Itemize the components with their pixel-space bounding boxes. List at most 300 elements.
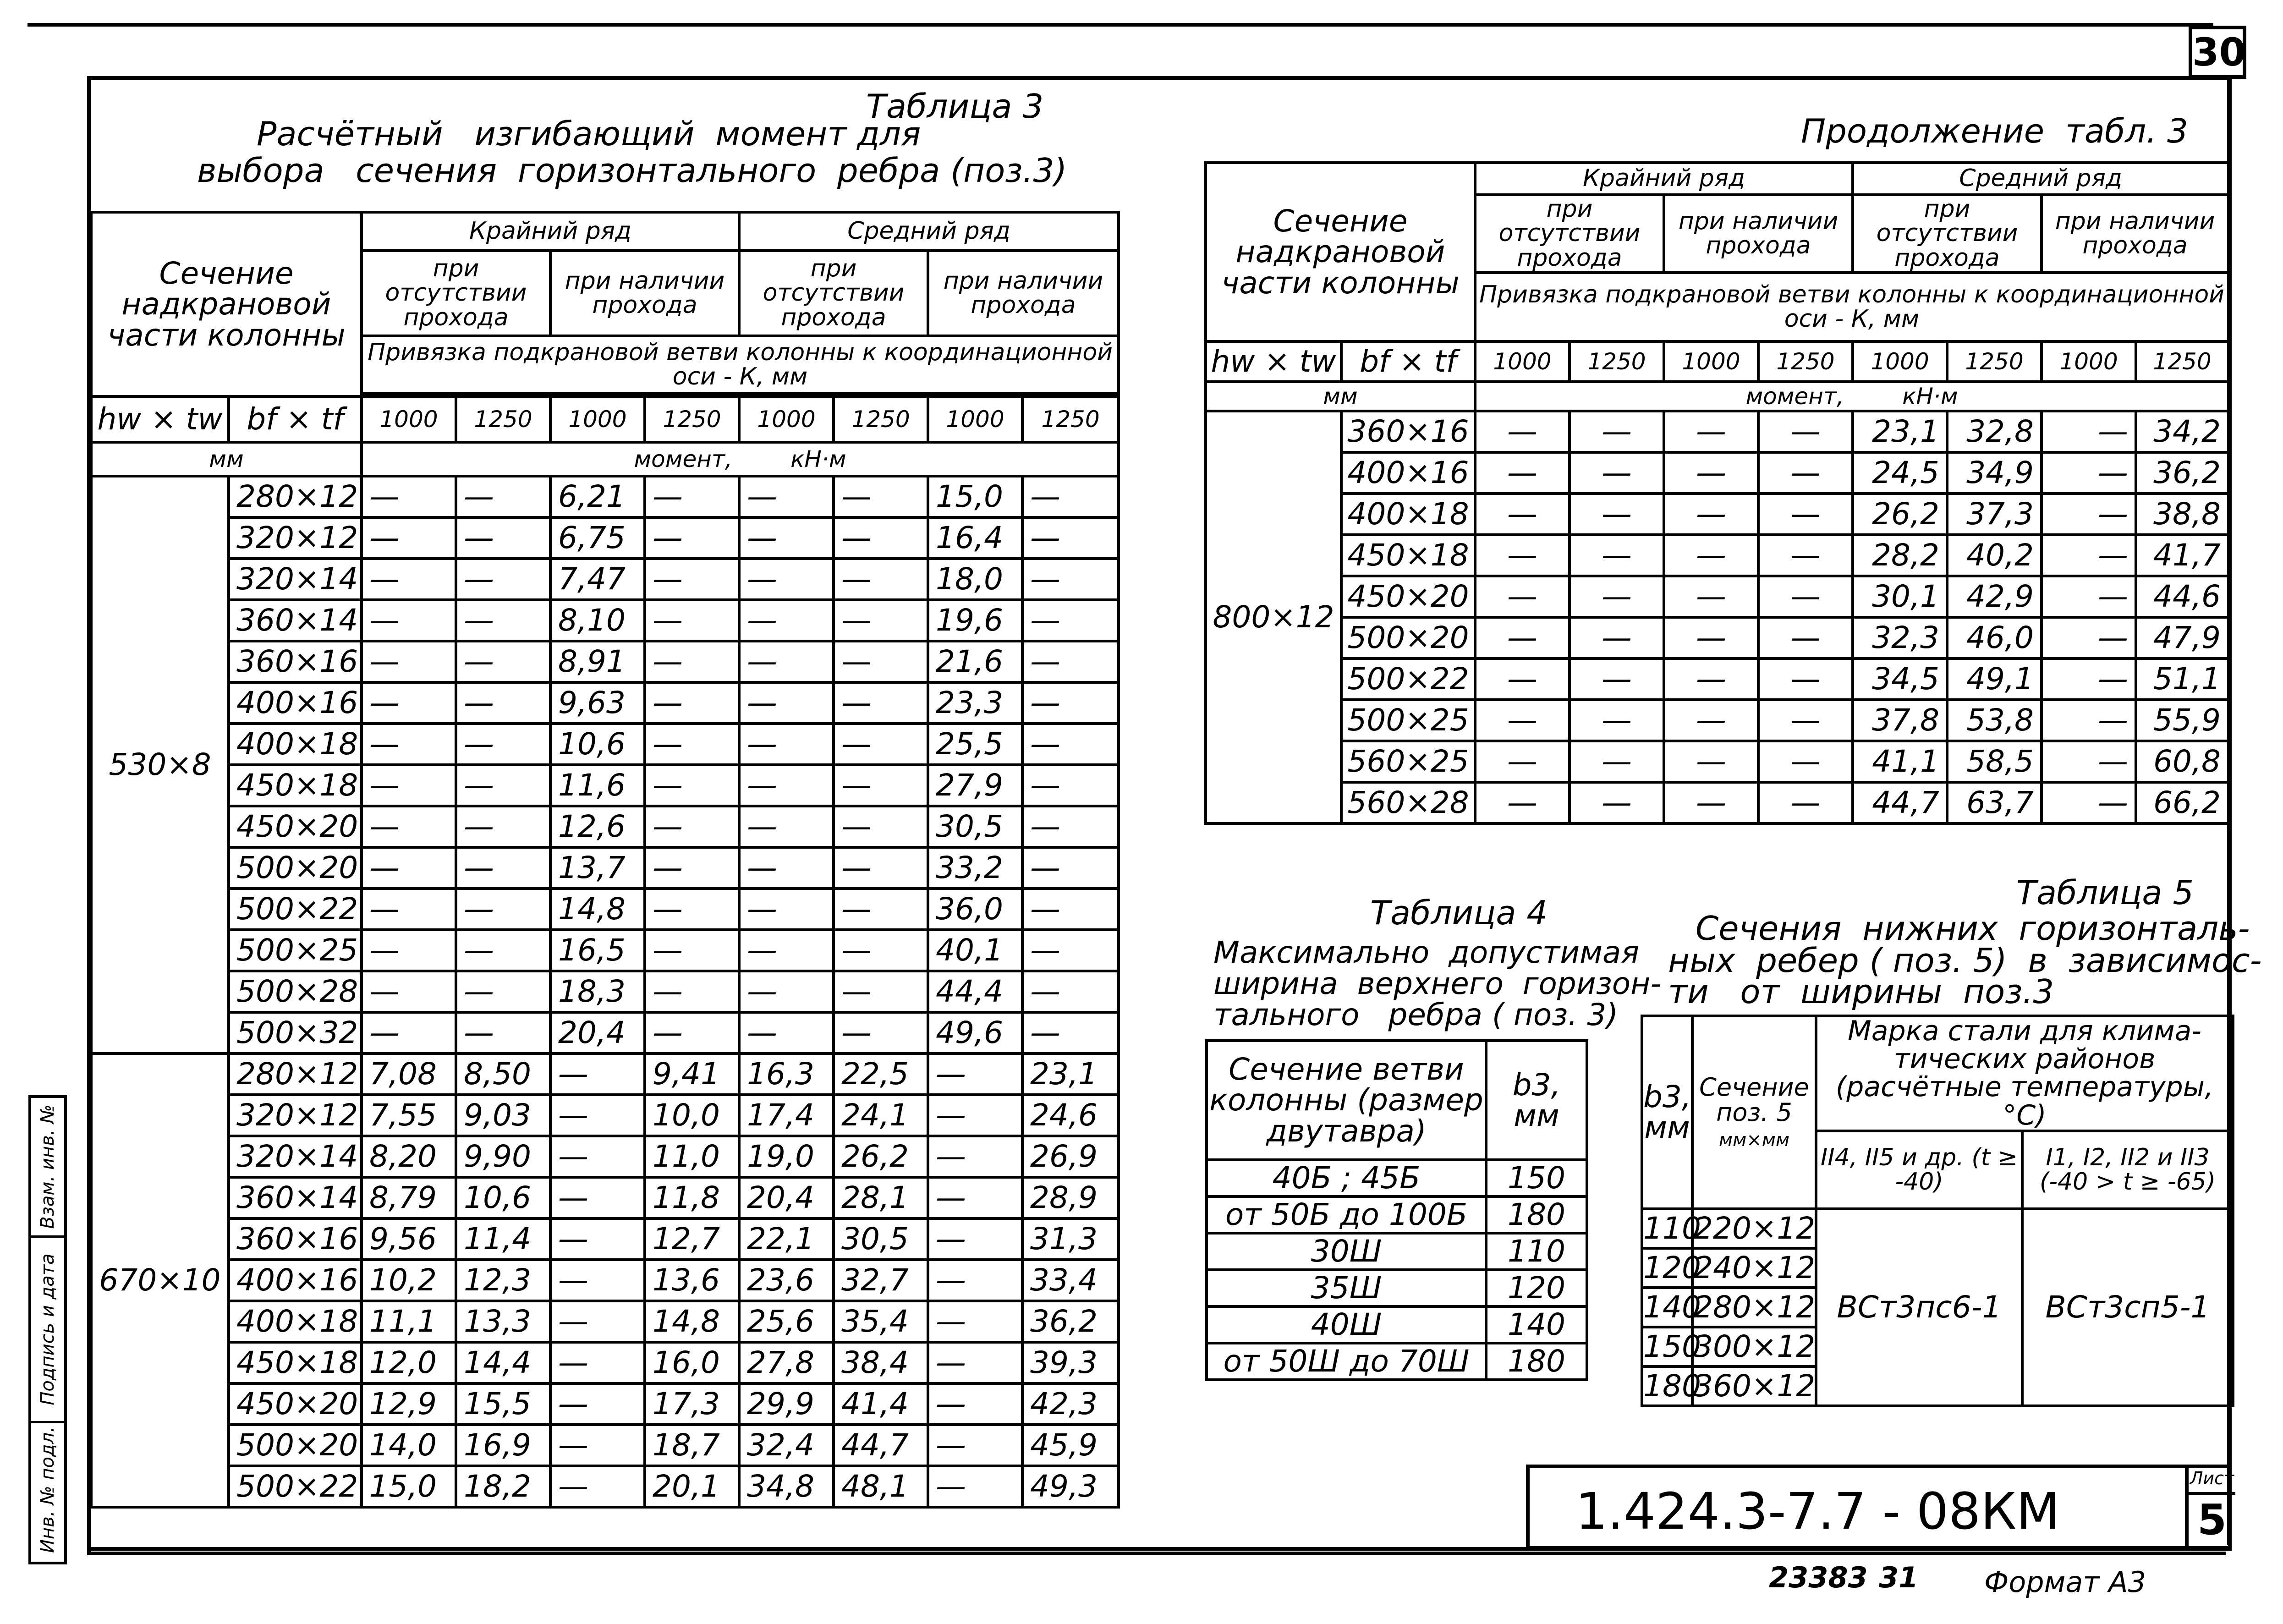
table3-cell: — [550,1177,645,1218]
table3-cell: 33,2 [928,847,1022,889]
table3-cell: — [739,930,834,971]
table3c-cell: — [2042,617,2136,658]
side-replace-cell [31,1098,64,1238]
table3c-cell: — [1758,782,1853,823]
table3-cell: — [645,889,739,930]
stamp-box [1526,1465,2232,1550]
table3-cell: 24,6 [1022,1095,1119,1136]
table3-cell: 31,3 [1022,1218,1119,1260]
table-row [1206,411,2228,452]
table3c-cell: — [1758,576,1853,617]
table3-cell: 450×18 [229,1342,362,1383]
table3-cell: — [834,806,928,847]
table3-cell: 8,79 [362,1177,456,1218]
table3-cell: 7,55 [362,1095,456,1136]
table3-cell: — [645,724,739,765]
table3-cell: — [550,1053,645,1095]
table3c-hdr-binding-value: 1000 [1664,341,1758,382]
table3-hdr-outer: Крайний ряд [362,212,739,251]
table3-cell: — [739,1012,834,1053]
table3c-cell: 400×18 [1341,494,1475,535]
table3-cell: — [550,1342,645,1383]
table3-cell: — [928,1425,1022,1466]
table3-cell: — [1022,889,1119,930]
table3-cell: 10,6 [456,1177,550,1218]
table3-cell: — [550,1095,645,1136]
table3-cell: 500×20 [229,847,362,889]
table3-cell: 44,4 [928,971,1022,1012]
table5-hdr-col1: II4, II5 и др. (t ≥ -40) [1816,1131,2022,1209]
table3-cell: 8,50 [456,1053,550,1095]
table3-cell: 15,0 [928,476,1022,517]
table3-cell: — [834,847,928,889]
table5-title-line3: ти от ширины поз.3 [1668,972,2054,1011]
table3-cell: 500×32 [229,1012,362,1053]
table3c-cell: — [2042,741,2136,782]
table5-section: 360×12 [1692,1366,1816,1406]
table3-cell: 280×12 [229,476,362,517]
table5-section: 240×12 [1692,1248,1816,1288]
table4-title-line2: ширина верхнего горизон- [1213,966,1662,1001]
table5-hdr-section-unit: мм×мм [1718,1129,1790,1151]
table3-cell: 19,6 [928,600,1022,641]
table-row [91,889,1119,930]
table3-cell: 26,2 [834,1136,928,1177]
table3c-cell: 23,1 [1853,411,1947,452]
table3-cell: 27,8 [739,1342,834,1383]
table3-cell: 33,4 [1022,1260,1119,1301]
table3-cell: 36,2 [1022,1301,1119,1342]
table-row [1206,576,2228,617]
table3-cell: 11,1 [362,1301,456,1342]
table3-cell: — [456,682,550,724]
table3c-cell: — [2042,494,2136,535]
table3-cell: — [1022,1012,1119,1053]
table3-cell: 11,8 [645,1177,739,1218]
table3c-cell: 34,9 [1947,452,2042,494]
table3-continued [1204,161,2230,825]
table3-cell: — [739,889,834,930]
table3c-cell: — [1758,535,1853,576]
table5-title-line1: Сечения нижних горизонталь- [1696,909,2250,948]
table3c-cell: — [1664,452,1758,494]
table3c-cell: — [1758,494,1853,535]
table3-cell: 25,6 [739,1301,834,1342]
table3c-unit-mm: мм [1206,382,1475,411]
table-row [91,930,1119,971]
table3c-cell: 46,0 [1947,617,2042,658]
table3-cell: 23,6 [739,1260,834,1301]
table-row [91,1012,1119,1053]
table3-cell: 41,4 [834,1383,928,1425]
table3-cell: 8,20 [362,1136,456,1177]
table3c-cell: 37,3 [1947,494,2042,535]
stamp-sheet-cell [2185,1465,2235,1550]
table5-hdr-steel: Марка стали для клима- тических районов (расчётные температуры, °С) [1816,1016,2233,1131]
table4-section: 35Ш [1207,1270,1486,1306]
table3-cell: 16,3 [739,1053,834,1095]
table-row [91,559,1119,600]
table5-section: 300×12 [1692,1327,1816,1366]
table3-cell: — [834,930,928,971]
table3-section-1: 670×10 [91,1053,229,1507]
table3-cell: 450×20 [229,806,362,847]
table3-cell: 32,4 [739,1425,834,1466]
table3c-cell: 34,5 [1853,658,1947,700]
table4-label: Таблица 4 [1370,894,1548,932]
table3-cell: 26,9 [1022,1136,1119,1177]
table3c-hdr-binding-value: 1000 [1475,341,1570,382]
table-row [91,1301,1119,1342]
table3c-hdr-outer-pass: при наличии прохода [1664,195,1853,273]
table3c-hdr-middle-nopass: при отсутствии прохода [1853,195,2042,273]
table-row [1206,782,2228,823]
table3-cell: — [739,682,834,724]
table3c-cell: — [1664,700,1758,741]
table3-cell: — [739,517,834,559]
table-row [1206,617,2228,658]
table3-cell: 17,3 [645,1383,739,1425]
side-replace: Взам. инв. № [37,1104,58,1229]
table3c-hdr-outer-nopass: при отсутствии прохода [1475,195,1664,273]
table3c-cell: 450×18 [1341,535,1475,576]
table3c-cell: 560×28 [1341,782,1475,823]
table3-cell: — [928,1301,1022,1342]
table3c-cell: — [1664,535,1758,576]
table-row [91,1342,1119,1383]
table3-cell: — [928,1136,1022,1177]
table3-cell: 400×18 [229,1301,362,1342]
table3-cell: — [834,600,928,641]
table3-hdr-binding-value: 1000 [550,396,645,442]
table3c-cell: — [1664,741,1758,782]
table3-cell: — [1022,641,1119,682]
table5 [1641,1015,2234,1407]
table3-cell: — [362,889,456,930]
table3-cell: — [739,559,834,600]
table3c-cell: 47,9 [2136,617,2228,658]
table3-cell: 45,9 [1022,1425,1119,1466]
table3-cell: — [362,930,456,971]
table3-cell: — [834,765,928,806]
table3-cell: 14,4 [456,1342,550,1383]
table3-cell: — [834,476,928,517]
table3-cell: — [645,971,739,1012]
table3-cell: 16,9 [456,1425,550,1466]
table4-hdr-section: Сечение ветви колонны (размер двутавра) [1207,1041,1486,1160]
table3c-cell: — [1475,741,1570,782]
table3-cell: — [362,971,456,1012]
table3c-cell: — [1570,782,1664,823]
table5-hdr-section [1692,1016,1816,1209]
table3-cell: — [645,600,739,641]
table-row [91,847,1119,889]
table3-hdr-hw: hw × tw [91,396,229,442]
table3c-cell: 42,9 [1947,576,2042,617]
table4-title-line3: тального ребра ( поз. 3) [1213,997,1619,1032]
table3c-hdr-binding-value: 1250 [1947,341,2042,382]
table3-unit-moment-word: момент, [634,446,732,472]
table3-cell: 360×14 [229,1177,362,1218]
table3-unit-mm: мм [91,442,362,476]
table3-hdr-middle-nopass: при отсутствии прохода [739,251,928,336]
table3-section-0: 530×8 [91,476,229,1053]
table3-cell: — [1022,682,1119,724]
table3-cell: — [456,559,550,600]
table-row [91,1095,1119,1136]
table3-cell: — [834,724,928,765]
table3c-cell: 450×20 [1341,576,1475,617]
table3c-cell: 500×25 [1341,700,1475,741]
table3c-hdr-binding-value: 1250 [2136,341,2228,382]
table3c-cell: — [2042,576,2136,617]
table3-cell: 360×14 [229,600,362,641]
table5-section: 220×12 [1692,1209,1816,1248]
table3-cell: 400×16 [229,1260,362,1301]
table4-section: 40Б ; 45Б [1207,1160,1486,1196]
sheet-number-box [2189,26,2246,79]
table3-cell: 9,03 [456,1095,550,1136]
table3-hdr-binding: Привязка подкрановой ветви колонны к координационной оси - К, мм [362,336,1119,394]
table-row [91,600,1119,641]
table3-cell: — [739,641,834,682]
table3-cell: — [645,476,739,517]
side-inv: Инв. № подл. [37,1426,58,1553]
table3-cell: 34,8 [739,1466,834,1507]
table-row [91,1425,1119,1466]
table3c-cell: 53,8 [1947,700,2042,741]
table3c-cell: — [1664,658,1758,700]
table3c-cell: — [1475,411,1570,452]
table3-cell: 9,63 [550,682,645,724]
table3-cell: — [1022,847,1119,889]
table3-cell: 30,5 [834,1218,928,1260]
table3-cell: 30,5 [928,806,1022,847]
table3c-cell: 500×20 [1341,617,1475,658]
footer-number2: 31 [1879,1561,1919,1594]
table3-cell: 24,1 [834,1095,928,1136]
table3c-cell: 28,2 [1853,535,1947,576]
table3-cell: — [928,1177,1022,1218]
table3-cell: 7,47 [550,559,645,600]
table3-cell: 10,2 [362,1260,456,1301]
table3-cell: — [456,641,550,682]
table3-cell: 20,4 [550,1012,645,1053]
table3c-hdr-hw: hw × tw [1206,341,1341,382]
stamp-code: 1.424.3-7.7 - 08КМ [1575,1482,2060,1541]
table3-cell: — [1022,517,1119,559]
table3-cell: 23,1 [1022,1053,1119,1095]
table3-cell: — [362,559,456,600]
table3c-cell: — [1570,452,1664,494]
table5-steel1: ВСт3пс6-1 [1816,1209,2022,1406]
table3c-cell: 32,8 [1947,411,2042,452]
table-row [1642,1209,2233,1248]
table3c-cell: — [1475,617,1570,658]
table3-cell: 36,0 [928,889,1022,930]
table3-cell: — [645,1012,739,1053]
table3-cell: 320×14 [229,1136,362,1177]
table3c-cell: — [2042,782,2136,823]
table3c-cell: — [1475,535,1570,576]
table3c-cell: — [1475,452,1570,494]
table3-cell: — [739,476,834,517]
table3c-section: 800×12 [1206,411,1341,823]
table3-cell: 14,8 [645,1301,739,1342]
table3-cell: 6,21 [550,476,645,517]
table4-section: 30Ш [1207,1233,1486,1270]
table5-hdr-section-text: Сечение поз. 5 [1699,1072,1809,1127]
table3-cell: 48,1 [834,1466,928,1507]
table3-cell: — [645,682,739,724]
table3c-unit-moment-word: момент, [1745,383,1844,410]
table3-cell: 44,7 [834,1425,928,1466]
table3-cell: 21,6 [928,641,1022,682]
table3-hdr-outer-pass: при наличии прохода [550,251,739,336]
table3-cell: — [456,889,550,930]
table-row [1206,658,2228,700]
table3-cell: 16,5 [550,930,645,971]
table-row [91,682,1119,724]
table-row [1207,1343,1587,1380]
table3c-cell: — [1758,700,1853,741]
table3-cell: — [456,600,550,641]
table3-cell: 20,1 [645,1466,739,1507]
table3-cell: 450×20 [229,1383,362,1425]
table3-cell: 22,5 [834,1053,928,1095]
table-row [91,1466,1119,1507]
table4-b3: 180 [1486,1343,1587,1380]
table3c-cell: 26,2 [1853,494,1947,535]
table3c-cell: 34,2 [2136,411,2228,452]
table3c-cell: 63,7 [1947,782,2042,823]
table3-cell: — [739,847,834,889]
table3-cell: 13,3 [456,1301,550,1342]
table3-cell: 280×12 [229,1053,362,1095]
table3-cell: 19,0 [739,1136,834,1177]
table3-cell: — [550,1260,645,1301]
table-row [1207,1306,1587,1343]
table-row [1207,1160,1587,1196]
table4-b3: 150 [1486,1160,1587,1196]
table3-cell: — [1022,806,1119,847]
table3-cell: 12,3 [456,1260,550,1301]
table3-cell: — [1022,476,1119,517]
table3-cell: 320×12 [229,517,362,559]
table3-hdr-binding-value: 1000 [928,396,1022,442]
table3-cell: 18,0 [928,559,1022,600]
table3-cell: 42,3 [1022,1383,1119,1425]
table3-cell: — [834,517,928,559]
table3c-cell: — [1758,452,1853,494]
table3-cell: — [1022,600,1119,641]
table3-cell: 12,6 [550,806,645,847]
table3-cell: 13,6 [645,1260,739,1301]
table3c-cell: — [1758,658,1853,700]
table5-section: 280×12 [1692,1288,1816,1327]
table3-cell: — [456,1012,550,1053]
table3-cell: 16,0 [645,1342,739,1383]
table3-cell: 500×20 [229,1425,362,1466]
table3-cell: 8,10 [550,600,645,641]
table3c-cell: — [1475,782,1570,823]
side-sign-cell [31,1238,64,1423]
top-rule [27,23,2213,27]
table3-cell: — [928,1466,1022,1507]
table3c-cell: — [1570,494,1664,535]
table4-section: от 50Б до 100Б [1207,1196,1486,1233]
table3c-cell: — [1475,658,1570,700]
table3-cell: 18,3 [550,971,645,1012]
table3-cell: — [456,476,550,517]
table-row [91,641,1119,682]
table3-cell: — [1022,971,1119,1012]
table3c-hdr-bf: bf × tf [1341,341,1475,382]
table3-cell: 35,4 [834,1301,928,1342]
table3c-cell: — [1475,700,1570,741]
table3c-cell: 36,2 [2136,452,2228,494]
table3-hdr-section: Сечение надкрановой части колонны [91,212,362,396]
table-row [1206,535,2228,576]
table4-b3: 120 [1486,1270,1587,1306]
table3 [90,211,1120,1509]
table4-section: от 50Ш до 70Ш [1207,1343,1486,1380]
table3-cell: 500×28 [229,971,362,1012]
table3c-cell: 560×25 [1341,741,1475,782]
table3-hdr-binding-value: 1250 [456,396,550,442]
table3-cell: — [550,1466,645,1507]
table3-cell: — [456,847,550,889]
table3c-hdr-binding-value: 1000 [2042,341,2136,382]
table3-cell: 18,2 [456,1466,550,1507]
table3-cell: 32,7 [834,1260,928,1301]
table3c-hdr-binding-value: 1250 [1758,341,1853,382]
table5-steel2: ВСт3сп5-1 [2022,1209,2233,1406]
table5-b3: 180 [1642,1366,1692,1406]
table3-cell: — [550,1425,645,1466]
table-row [91,806,1119,847]
table-row [91,971,1119,1012]
table3-cell: 27,9 [928,765,1022,806]
table3c-hdr-binding-value: 1250 [1570,341,1664,382]
table3c-cell: — [2042,700,2136,741]
table3-cell: — [456,806,550,847]
table-row [1206,700,2228,741]
table3-cell: 400×16 [229,682,362,724]
table3-cell: 17,4 [739,1095,834,1136]
table3c-cell: — [2042,411,2136,452]
table3-cell: — [362,806,456,847]
table3c-cell: — [1475,576,1570,617]
table3-cell: — [550,1218,645,1260]
table3-cell: — [645,517,739,559]
table3-cell: — [645,765,739,806]
table3-cell: 400×18 [229,724,362,765]
table3-cell: 500×22 [229,889,362,930]
table3c-hdr-middle-pass: при наличии прохода [2042,195,2228,273]
table3-cell: 320×14 [229,559,362,600]
table3c-cell: — [1664,411,1758,452]
table3-cell: — [834,1012,928,1053]
table3-cell: 25,5 [928,724,1022,765]
table5-b3: 120 [1642,1248,1692,1288]
table3-cell: — [362,765,456,806]
table3-cell: 38,4 [834,1342,928,1383]
table3-hdr-binding-value: 1250 [834,396,928,442]
table3-hdr-outer-nopass: при отсутствии прохода [362,251,550,336]
table3c-cell: — [1570,741,1664,782]
table-row [1206,741,2228,782]
